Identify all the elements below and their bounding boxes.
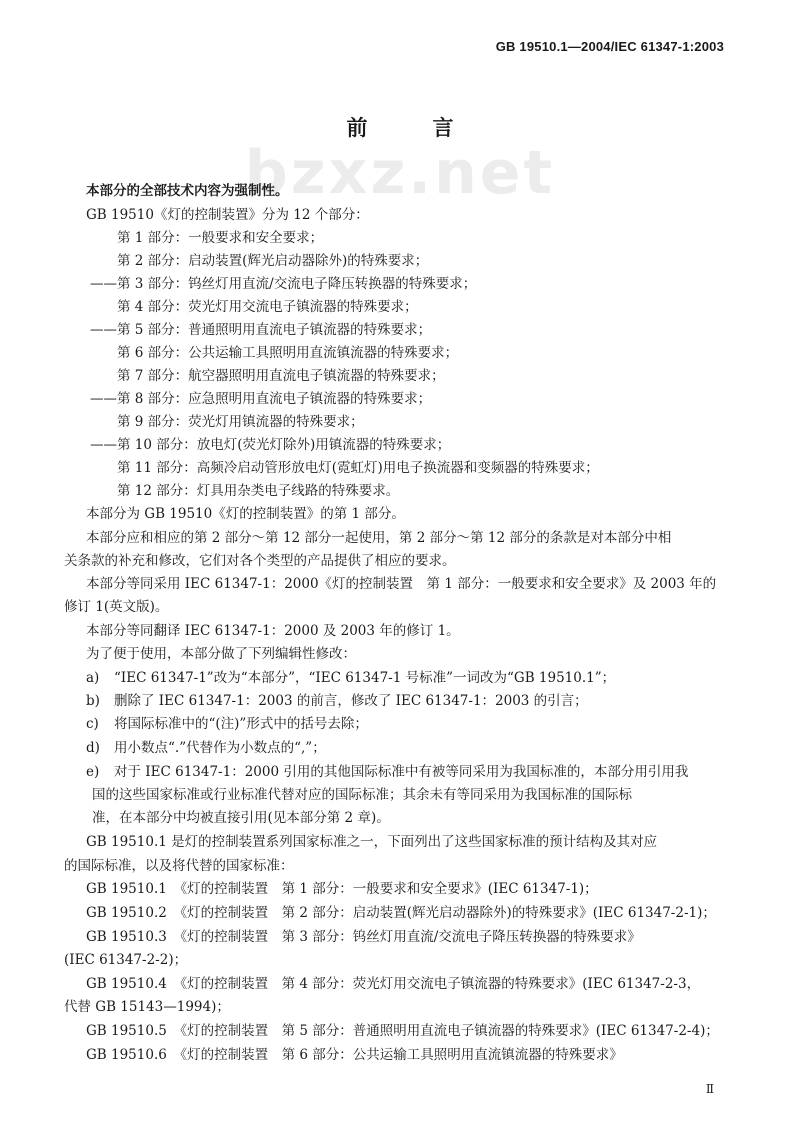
text-line: 第 9 部分：荧光灯用镇流器的特殊要求； xyxy=(117,414,364,430)
text-line: 修订 1(英文版)。 xyxy=(64,599,169,615)
list-marker: a) xyxy=(86,670,100,686)
text-line: 的国际标准，以及将代替的国家标准： xyxy=(64,858,294,874)
text-line: GB 19510.6 《灯的控制装置 第 6 部分：公共运输工具照明用直流镇流器的特殊要求》 xyxy=(86,1047,623,1063)
text-line: GB 19510.3 《灯的控制装置 第 3 部分：钨丝灯用直流/交流电子降压转换器的特殊要求》 xyxy=(86,929,641,945)
text-line: 第 6 部分：公共运输工具照明用直流镇流器的特殊要求； xyxy=(117,345,459,361)
text-line: 代替 GB 15143—1994)； xyxy=(64,999,230,1015)
standard-number-header: GB 19510.1—2004/IEC 61347-1:2003 xyxy=(495,39,724,54)
text-line: 对于 IEC 61347-1：2000 引用的其他国际标准中有被等同采用为我国标准的，本部分用引用我 xyxy=(114,764,689,780)
page-number: Ⅱ xyxy=(705,1082,714,1096)
text-line: 本部分应和相应的第 2 部分～第 12 部分一起使用，第 2 部分～第 12 部分的条款是对本部分中相 xyxy=(86,530,672,546)
text-line: 为了便于使用，本部分做了下列编辑性修改： xyxy=(86,646,356,662)
text-line: 第 7 部分：航空器照明用直流电子镇流器的特殊要求； xyxy=(117,368,445,384)
text-line: GB 19510《灯的控制装置》分为 12 个部分： xyxy=(86,207,369,223)
list-marker: b) xyxy=(86,693,100,709)
text-line: 第 2 部分：启动装置(辉光启动器除外)的特殊要求； xyxy=(117,253,429,269)
text-line: ——第 10 部分：放电灯(荧光灯除外)用镇流器的特殊要求； xyxy=(90,437,451,453)
text-line: GB 19510.5 《灯的控制装置 第 5 部分：普通照明用直流电子镇流器的特殊要求》(IEC 61347-2-4)； xyxy=(86,1023,719,1039)
text-line: 关条款的补充和修改，它们对各个类型的产品提供了相应的要求。 xyxy=(64,553,456,569)
text-line: GB 19510.1 《灯的控制装置 第 1 部分：一般要求和安全要求》(IEC 61347-1)； xyxy=(86,881,598,897)
text-line: 第 4 部分：荧光灯用交流电子镇流器的特殊要求； xyxy=(117,299,418,315)
text-line: GB 19510.2 《灯的控制装置 第 2 部分：启动装置(辉光启动器除外)的特殊要求》(IEC 61347-2-1)； xyxy=(86,905,716,921)
text-line: 第 1 部分：一般要求和安全要求； xyxy=(117,230,324,246)
text-line: 用小数点“.”代替作为小数点的“,”； xyxy=(114,740,326,756)
text-line: 将国际标准中的“(注)”形式中的括号去除； xyxy=(114,716,368,732)
list-marker: c) xyxy=(86,716,99,732)
text-line: 本部分为 GB 19510《灯的控制装置》的第 1 部分。 xyxy=(86,506,405,522)
text-line: 本部分的全部技术内容为强制性。 xyxy=(86,183,289,199)
text-line: 第 12 部分：灯具用杂类电子线路的特殊要求。 xyxy=(117,483,400,499)
text-line: 本部分等同采用 IEC 61347-1：2000《灯的控制装置 第 1 部分：一般要求和安全要求》及 2003 年的 xyxy=(86,576,717,592)
list-marker: e) xyxy=(86,764,100,780)
watermark-text: bzxz.net xyxy=(244,138,556,208)
page-title: 前 言 xyxy=(346,116,476,140)
text-line: GB 19510.4 《灯的控制装置 第 4 部分：荧光灯用交流电子镇流器的特殊要求》(IEC 61347-2-3， xyxy=(86,976,701,992)
text-line: 本部分等同翻译 IEC 61347-1：2000 及 2003 年的修订 1。 xyxy=(86,623,460,639)
text-line: 第 11 部分：高频冷启动管形放电灯(霓虹灯)用电子换流器和变频器的特殊要求； xyxy=(117,460,599,476)
text-line: ——第 5 部分：普通照明用直流电子镇流器的特殊要求； xyxy=(90,322,432,338)
text-line: “IEC 61347-1”改为“本部分”，“IEC 61347-1 号标准”一词改为“GB 19510.1”； xyxy=(114,670,616,686)
text-line: ——第 3 部分：钨丝灯用直流/交流电子降压转换器的特殊要求； xyxy=(90,276,477,292)
text-line: ——第 8 部分：应急照明用直流电子镇流器的特殊要求； xyxy=(90,391,432,407)
text-line: GB 19510.1 是灯的控制装置系列国家标准之一，下面列出了这些国家标准的预计结构及其对应 xyxy=(86,834,658,850)
list-marker: d) xyxy=(86,740,100,756)
text-line: (IEC 61347-2-2)； xyxy=(64,952,188,968)
text-line: 删除了 IEC 61347-1：2003 的前言，修改了 IEC 61347-1：2003 的引言； xyxy=(114,693,588,709)
text-line: 准，在本部分中均被直接引用(见本部分第 2 章)。 xyxy=(92,810,390,826)
text-line: 国的这些国家标准或行业标准代替对应的国际标准；其余未有等同采用为我国标准的国际标 xyxy=(92,787,632,803)
